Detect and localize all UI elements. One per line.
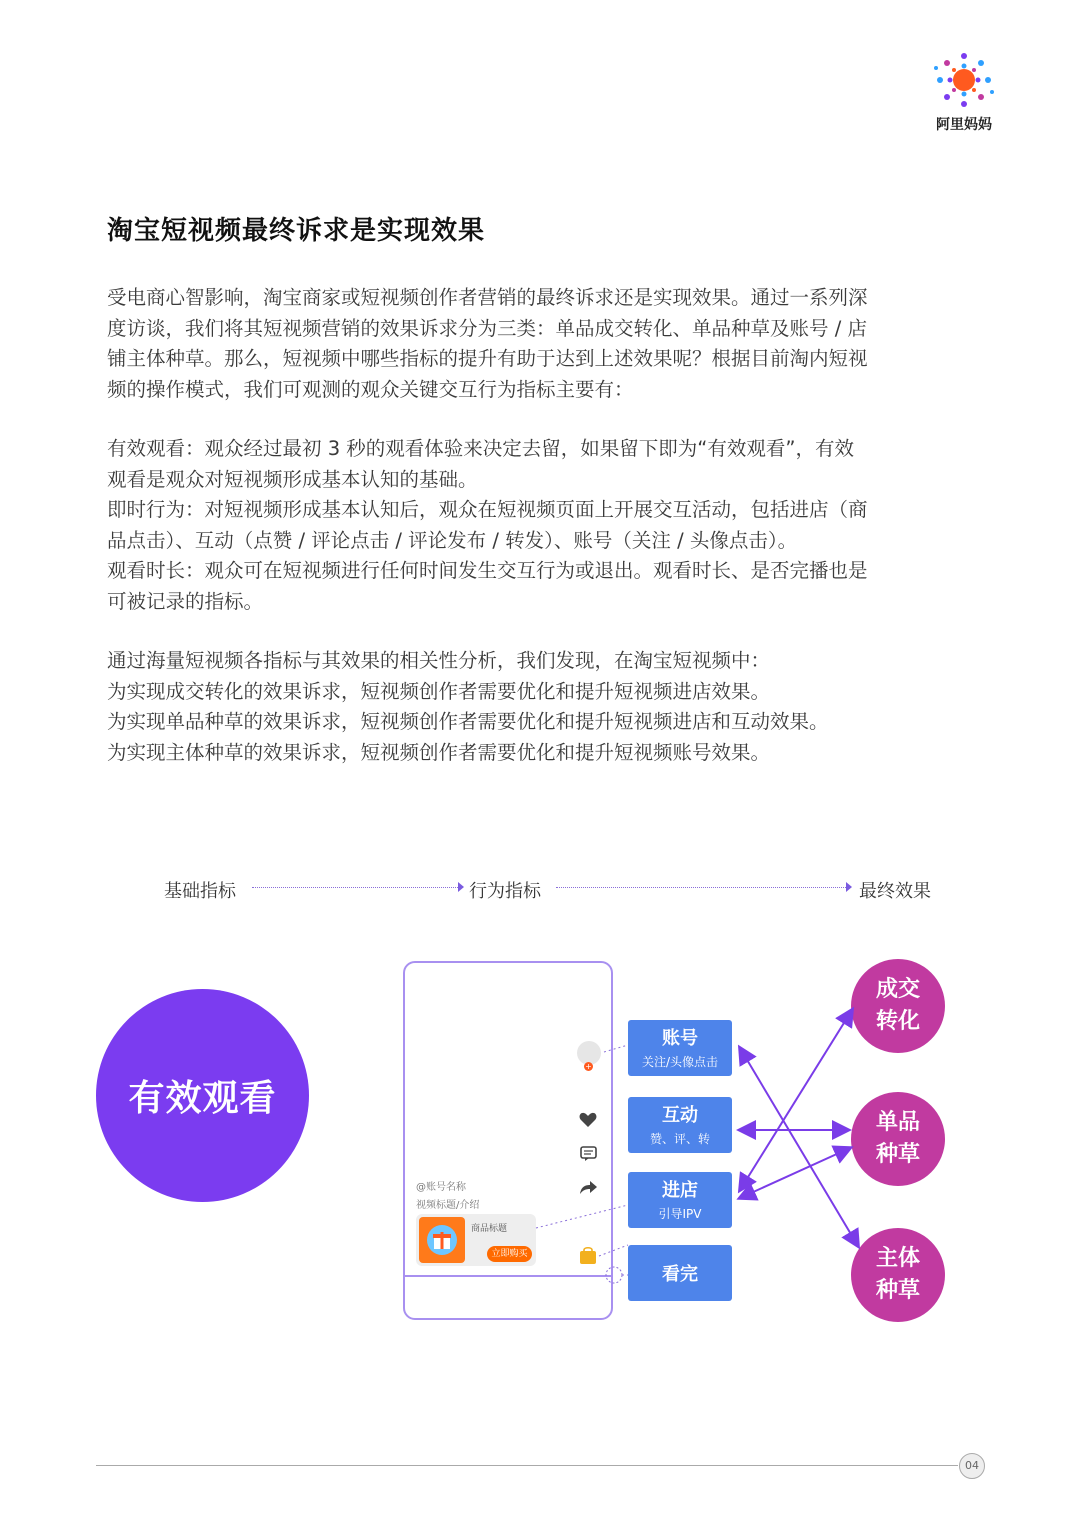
account-name: @账号名称 [416, 1182, 466, 1193]
text-line: 有效观看：观众经过最初 3 秒的观看体验来决定去留，如果留下即为“有效观看”，有效 [107, 437, 855, 460]
stage-label-result: 最终效果 [859, 881, 931, 902]
result-label: 转化 [875, 1009, 920, 1034]
text-line: 度访谈，我们将其短视频营销的效果诉求分为三类：单品成交转化、单品种草及账号 / 店 [107, 316, 867, 340]
product-title: 商品标题 [471, 1224, 508, 1234]
text-line: 为实现主体种草的效果诉求，短视频创作者需要优化和提升短视频账号效果。 [107, 740, 771, 764]
text-line: 为实现单品种草的效果诉求，短视频创作者需要优化和提升短视频进店和互动效果。 [107, 710, 829, 733]
footer-divider [96, 1465, 958, 1466]
metric-title: 互动 [662, 1105, 698, 1126]
text-line: 铺主体种草。那么，短视频中哪些指标的提升有助于达到上述效果呢？根据目前淘内短视 [107, 347, 868, 370]
text-line: 可被记录的指标。 [107, 589, 264, 613]
text-line: 通过海量短视频各指标与其效果的相关性分析，我们发现，在淘宝短视频中： [107, 649, 771, 672]
video-title: 视频标题/介绍 [416, 1200, 480, 1211]
page-number: 04 [959, 1453, 985, 1479]
metric-title: 进店 [662, 1180, 698, 1201]
text-line: 观看时长：观众可在短视频进行任何时间发生交互行为或退出。观看时长、是否完播也是 [107, 559, 868, 582]
follow-plus-icon: + [585, 1062, 592, 1071]
result-label: 主体 [875, 1246, 920, 1271]
brand-name: 阿里妈妈 [936, 117, 992, 133]
metric-title: 看完 [662, 1264, 698, 1285]
result-label: 成交 [875, 977, 920, 1002]
result-label: 单品 [875, 1110, 920, 1135]
text-line: 即时行为：对短视频形成基本认知后，观众在短视频页面上开展交互活动，包括进店（商 [107, 498, 868, 521]
result-label: 种草 [875, 1142, 920, 1167]
stage-label-behavior: 行为指标 [469, 881, 541, 902]
metric-subtitle: 关注/头像点击 [641, 1055, 719, 1069]
metric-title: 账号 [662, 1028, 698, 1049]
text-line: 受电商心智影响，淘宝商家或短视频创作者营销的最终诉求还是实现效果。通过一系列深 [107, 286, 868, 309]
buy-now-button[interactable]: 立即购买 [487, 1246, 532, 1262]
text-line: 为实现成交转化的效果诉求，短视频创作者需要优化和提升短视频进店效果。 [107, 679, 771, 703]
metric-subtitle: 引导IPV [658, 1207, 702, 1221]
text-line: 观看是观众对短视频形成基本认知的基础。 [107, 467, 478, 491]
text-line: 频的操作模式，我们可观测的观众关键交互行为指标主要有： [107, 377, 634, 401]
result-label: 种草 [875, 1278, 920, 1303]
metric-subtitle: 赞、评、转 [649, 1132, 710, 1146]
page-title: 淘宝短视频最终诉求是实现效果 [107, 216, 486, 246]
text-line: 品点击）、互动（点赞 / 评论点击 / 评论发布 / 转发）、账号（关注 / 头像点击）。 [107, 528, 798, 552]
base-metric-label: 有效观看 [128, 1078, 277, 1119]
stage-label-base: 基础指标 [164, 881, 236, 902]
